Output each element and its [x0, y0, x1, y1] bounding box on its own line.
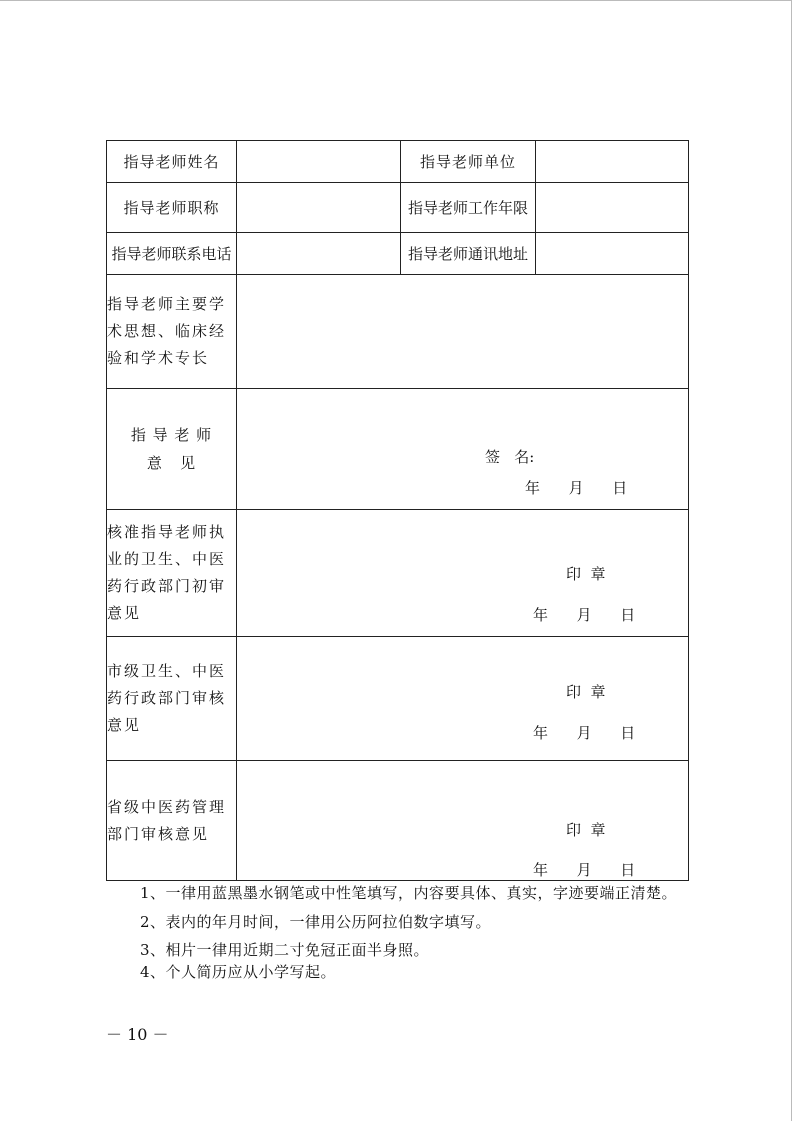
- teacher-years-label: 指导老师工作年限: [401, 183, 536, 233]
- page-number: － 10 －: [106, 1025, 169, 1044]
- city-review-line-3: 意见: [107, 716, 142, 734]
- teacher-unit-field[interactable]: [536, 141, 689, 183]
- city-review-field[interactable]: [237, 637, 689, 761]
- teacher-info-form: [106, 140, 689, 881]
- province-review-line-1: 省级中医药管理: [107, 797, 227, 816]
- local-review-line-4: 意见: [107, 604, 142, 622]
- signature-label: 签 名:: [485, 448, 535, 466]
- city-seal-label: 印 章: [566, 683, 606, 701]
- expertise-label-line-2: 术思想、临床经: [107, 322, 227, 340]
- local-date-line: 年 月 日: [533, 606, 636, 624]
- teacher-unit-label: 指导老师单位: [401, 141, 536, 183]
- local-review-line-1: 核准指导老师执: [107, 523, 227, 541]
- local-review-line-3: 药行政部门初审: [107, 577, 227, 595]
- teacher-years-field[interactable]: [536, 183, 689, 233]
- teacher-address-label: 指导老师通讯地址: [401, 233, 536, 275]
- teacher-expertise-label: [107, 275, 237, 389]
- city-date-line: 年 月 日: [533, 724, 636, 742]
- teacher-title-field[interactable]: [237, 183, 401, 233]
- teacher-phone-field[interactable]: [237, 233, 401, 275]
- city-review-label: [107, 637, 237, 761]
- note-2: 2、表内的年月时间，一律用公历阿拉伯数字填写。: [140, 913, 492, 931]
- note-3: 3、相片一律用近期二寸免冠正面半身照。: [140, 941, 430, 959]
- local-review-line-2: 业的卫生、中医: [107, 550, 227, 568]
- opinion-date-line: 年 月 日: [525, 479, 628, 497]
- note-1: 1、一律用蓝黑墨水钢笔或中性笔填写，内容要具体、真实，字迹要端正清楚。: [140, 884, 678, 902]
- city-review-line-2: 药行政部门审核: [107, 689, 227, 707]
- province-date-line: 年 月 日: [533, 861, 636, 879]
- province-review-label: [107, 761, 237, 881]
- city-review-line-1: 市级卫生、中医: [107, 662, 227, 680]
- teacher-expertise-field[interactable]: [237, 275, 689, 389]
- expertise-label-line-3: 验和学术专长: [107, 349, 210, 367]
- teacher-opinion-label: [107, 389, 237, 510]
- province-seal-label: 印 章: [566, 821, 606, 839]
- teacher-address-field[interactable]: [536, 233, 689, 275]
- teacher-name-field[interactable]: [237, 141, 401, 183]
- local-seal-label: 印 章: [566, 565, 606, 583]
- opinion-label-line-2: 意 见: [146, 454, 197, 472]
- expertise-label-line-1: 指导老师主要学: [107, 295, 227, 313]
- teacher-phone-label: 指导老师联系电话: [107, 233, 237, 275]
- opinion-label-line-1: 指 导 老 师: [130, 426, 213, 444]
- province-review-field[interactable]: [237, 761, 689, 881]
- teacher-opinion-field[interactable]: [237, 389, 689, 510]
- teacher-name-label: 指导老师姓名: [107, 141, 237, 183]
- local-review-label: [107, 510, 237, 637]
- province-review-line-2: 部门审核意见: [107, 824, 210, 843]
- teacher-title-label: 指导老师职称: [107, 183, 237, 233]
- local-review-field[interactable]: [237, 510, 689, 637]
- note-4: 4、个人简历应从小学写起。: [140, 963, 337, 981]
